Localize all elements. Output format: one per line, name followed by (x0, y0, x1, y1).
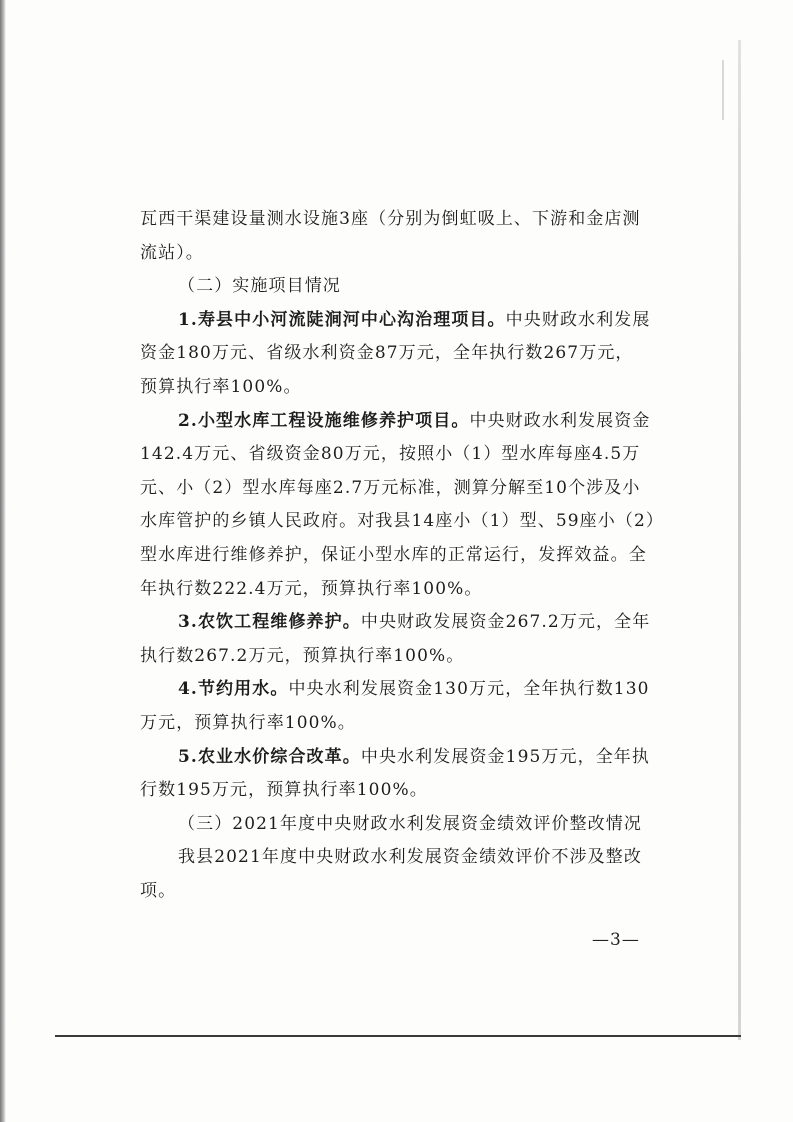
item-text: 中央财政水利发展 (505, 309, 651, 330)
scan-mark (722, 60, 724, 120)
paragraph-line: 水库管护的乡镇人民政府。对我县14座小（1）型、59座小（2） (140, 511, 664, 532)
paragraph-line: 元、小（2）型水库每座2.7万元标准，测算分解至10个涉及小 (140, 477, 641, 498)
section-heading: （二）实施项目情况 (178, 276, 341, 297)
item-title: 2.小型水库工程设施维修养护项目。 (178, 410, 470, 431)
paragraph-line (140, 673, 650, 707)
paragraph-line: 资金180万元、省级水利资金87万元，全年执行数267万元， (140, 343, 634, 364)
paragraph-line: 流站）。 (140, 242, 204, 263)
paragraph-line: 行数195万元，预算执行率100%。 (140, 780, 428, 801)
paragraph-line: 142.4万元、省级资金80万元，按照小（1）型水库每座4.5万 (140, 444, 641, 465)
item-text: 中央水利发展资金130万元，全年执行数130 (288, 679, 650, 700)
scan-edge-bottom (55, 1035, 741, 1037)
paragraph-line: 我县2021年度中央财政水利发展资金绩效评价不涉及整改 (178, 847, 642, 868)
paragraph-line: 年执行数222.4万元，预算执行率100%。 (140, 578, 483, 599)
item-title: 1.寿县中小河流陡涧河中心沟治理项目。 (178, 309, 506, 330)
scan-edge-left (0, 0, 6, 1122)
paragraph-line: 预算执行率100%。 (140, 376, 302, 397)
paragraph-line: 型水库进行维修养护，保证小型水库的正常运行，发挥效益。全 (140, 544, 647, 565)
section-heading: （三）2021年度中央财政水利发展资金绩效评价整改情况 (178, 813, 642, 834)
page-number: —3— (592, 930, 640, 950)
item-text: 中央财政发展资金267.2万元，全年 (360, 612, 651, 633)
item-title: 5.农业水价综合改革。 (178, 746, 361, 767)
item-title: 4.节约用水。 (178, 679, 289, 700)
paragraph-line (140, 606, 650, 640)
paragraph-line: 瓦西干渠建设量测水设施3座（分别为倒虹吸上、下游和金店测 (140, 209, 641, 229)
document-body (140, 203, 664, 908)
scan-edge-right (738, 40, 741, 1040)
item-text: 中央水利发展资金195万元，全年执 (360, 746, 651, 767)
paragraph-line (140, 304, 650, 338)
item-title: 3.农饮工程维修养护。 (178, 612, 361, 633)
paragraph-line: 项。 (140, 880, 177, 901)
paragraph-line (140, 405, 650, 439)
paragraph-line (140, 741, 650, 775)
item-text: 中央财政水利发展资金 (469, 410, 651, 431)
paragraph-line: 万元，预算执行率100%。 (140, 712, 356, 733)
paragraph-line: 执行数267.2万元，预算执行率100%。 (140, 645, 465, 666)
